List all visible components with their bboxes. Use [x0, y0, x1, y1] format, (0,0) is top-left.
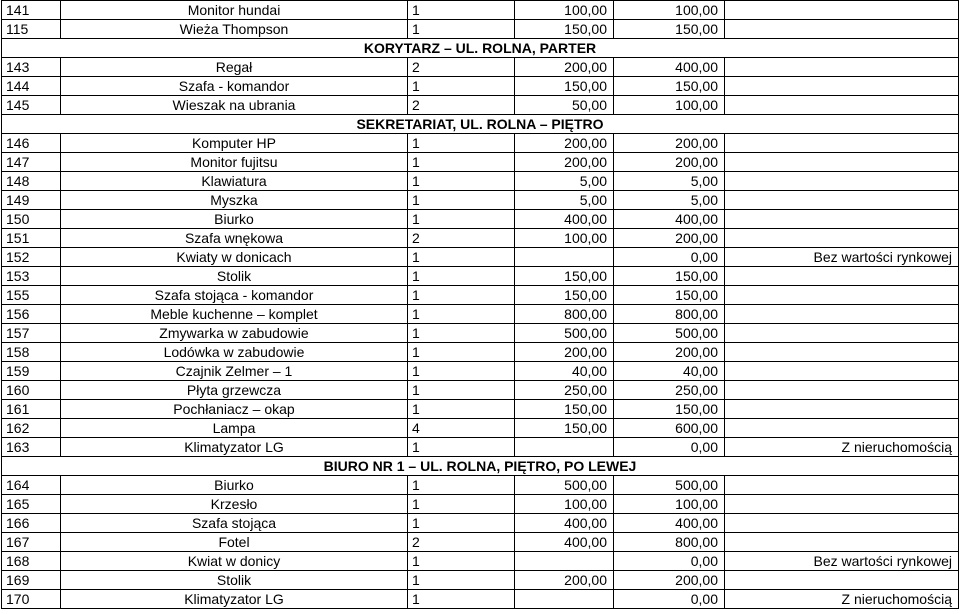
item-unit-price: 500,00 [515, 476, 614, 495]
item-number: 146 [2, 134, 61, 153]
item-quantity: 1 [408, 248, 515, 267]
item-note [725, 381, 959, 400]
item-quantity: 1 [408, 476, 515, 495]
item-unit-price [515, 248, 614, 267]
item-number: 147 [2, 153, 61, 172]
item-name: Szafa stojąca - komandor [61, 286, 408, 305]
item-unit-price: 400,00 [515, 514, 614, 533]
table-row [2, 400, 959, 419]
item-unit-price: 200,00 [515, 153, 614, 172]
item-number: 157 [2, 324, 61, 343]
item-note [725, 172, 959, 191]
item-number: 115 [2, 20, 61, 39]
item-note: Z nieruchomością [725, 590, 959, 609]
item-quantity: 1 [408, 343, 515, 362]
item-unit-price: 100,00 [515, 495, 614, 514]
item-note [725, 58, 959, 77]
item-quantity: 1 [408, 267, 515, 286]
item-unit-price [515, 552, 614, 571]
item-name: Biurko [61, 476, 408, 495]
item-name: Monitor fujitsu [61, 153, 408, 172]
item-total-value: 400,00 [614, 58, 725, 77]
item-quantity: 1 [408, 438, 515, 457]
item-quantity: 1 [408, 134, 515, 153]
table-row [2, 20, 959, 39]
item-note [725, 362, 959, 381]
item-unit-price: 100,00 [515, 1, 614, 20]
item-total-value: 400,00 [614, 210, 725, 229]
item-note [725, 305, 959, 324]
table-row [2, 305, 959, 324]
item-total-value: 500,00 [614, 476, 725, 495]
item-total-value: 100,00 [614, 495, 725, 514]
item-quantity: 1 [408, 305, 515, 324]
table-row [2, 172, 959, 191]
item-unit-price: 150,00 [515, 286, 614, 305]
section-title: BIURO NR 1 – UL. ROLNA, PIĘTRO, PO LEWEJ [2, 457, 959, 476]
item-name: Szafa - komandor [61, 77, 408, 96]
item-quantity: 1 [408, 571, 515, 590]
item-quantity: 2 [408, 533, 515, 552]
item-name: Kwiaty w donicach [61, 248, 408, 267]
item-number: 165 [2, 495, 61, 514]
section-title: SEKRETARIAT, UL. ROLNA – PIĘTRO [2, 115, 959, 134]
item-total-value: 150,00 [614, 400, 725, 419]
item-quantity: 1 [408, 495, 515, 514]
item-total-value: 400,00 [614, 514, 725, 533]
item-quantity: 1 [408, 362, 515, 381]
item-number: 156 [2, 305, 61, 324]
item-note [725, 210, 959, 229]
item-note [725, 514, 959, 533]
item-number: 163 [2, 438, 61, 457]
item-number: 164 [2, 476, 61, 495]
item-name: Krzesło [61, 495, 408, 514]
table-row [2, 533, 959, 552]
item-name: Monitor hundai [61, 1, 408, 20]
item-name: Zmywarka w zabudowie [61, 324, 408, 343]
item-total-value: 100,00 [614, 96, 725, 115]
item-total-value: 150,00 [614, 286, 725, 305]
item-unit-price [515, 590, 614, 609]
item-number: 150 [2, 210, 61, 229]
section-header-row [2, 115, 959, 134]
item-unit-price: 100,00 [515, 229, 614, 248]
item-unit-price: 200,00 [515, 58, 614, 77]
table-row [2, 248, 959, 267]
item-note [725, 229, 959, 248]
item-quantity: 1 [408, 286, 515, 305]
item-total-value: 200,00 [614, 571, 725, 590]
item-note [725, 286, 959, 305]
item-unit-price: 400,00 [515, 210, 614, 229]
item-unit-price: 400,00 [515, 533, 614, 552]
item-name: Biurko [61, 210, 408, 229]
item-note [725, 77, 959, 96]
item-quantity: 1 [408, 191, 515, 210]
table-row [2, 1, 959, 20]
item-unit-price: 50,00 [515, 96, 614, 115]
item-total-value: 0,00 [614, 552, 725, 571]
section-header-row [2, 457, 959, 476]
item-quantity: 1 [408, 77, 515, 96]
item-total-value: 800,00 [614, 305, 725, 324]
item-name: Stolik [61, 267, 408, 286]
item-number: 168 [2, 552, 61, 571]
item-total-value: 500,00 [614, 324, 725, 343]
table-row [2, 590, 959, 609]
item-name: Wieszak na ubrania [61, 96, 408, 115]
item-total-value: 250,00 [614, 381, 725, 400]
table-row [2, 191, 959, 210]
item-number: 148 [2, 172, 61, 191]
item-unit-price: 250,00 [515, 381, 614, 400]
item-note [725, 343, 959, 362]
item-total-value: 40,00 [614, 362, 725, 381]
section-header-row [2, 39, 959, 58]
item-unit-price: 5,00 [515, 172, 614, 191]
item-unit-price: 200,00 [515, 571, 614, 590]
table-row [2, 229, 959, 248]
item-quantity: 1 [408, 210, 515, 229]
item-number: 153 [2, 267, 61, 286]
item-note: Bez wartości rynkowej [725, 552, 959, 571]
item-name: Lodówka w zabudowie [61, 343, 408, 362]
item-quantity: 2 [408, 96, 515, 115]
item-unit-price: 5,00 [515, 191, 614, 210]
item-number: 141 [2, 1, 61, 20]
item-total-value: 5,00 [614, 172, 725, 191]
item-name: Lampa [61, 419, 408, 438]
item-total-value: 200,00 [614, 229, 725, 248]
item-unit-price: 150,00 [515, 419, 614, 438]
item-note [725, 191, 959, 210]
item-total-value: 150,00 [614, 77, 725, 96]
item-note [725, 267, 959, 286]
item-note [725, 96, 959, 115]
item-total-value: 200,00 [614, 153, 725, 172]
item-number: 145 [2, 96, 61, 115]
item-name: Płyta grzewcza [61, 381, 408, 400]
item-quantity: 1 [408, 172, 515, 191]
item-number: 161 [2, 400, 61, 419]
item-quantity: 1 [408, 324, 515, 343]
item-total-value: 200,00 [614, 134, 725, 153]
item-note: Bez wartości rynkowej [725, 248, 959, 267]
item-quantity: 2 [408, 229, 515, 248]
table-row [2, 571, 959, 590]
item-number: 170 [2, 590, 61, 609]
section-title: KORYTARZ – UL. ROLNA, PARTER [2, 39, 959, 58]
table-row [2, 134, 959, 153]
table-row [2, 343, 959, 362]
item-name: Klimatyzator LG [61, 590, 408, 609]
table-row [2, 286, 959, 305]
item-name: Klimatyzator LG [61, 438, 408, 457]
item-quantity: 1 [408, 1, 515, 20]
table-row [2, 324, 959, 343]
item-quantity: 1 [408, 400, 515, 419]
item-number: 144 [2, 77, 61, 96]
item-name: Szafa wnękowa [61, 229, 408, 248]
item-total-value: 5,00 [614, 191, 725, 210]
item-name: Kwiat w donicy [61, 552, 408, 571]
item-unit-price: 150,00 [515, 77, 614, 96]
item-number: 162 [2, 419, 61, 438]
item-note: Z nieruchomością [725, 438, 959, 457]
table-row [2, 210, 959, 229]
item-quantity: 1 [408, 590, 515, 609]
item-note [725, 153, 959, 172]
item-unit-price: 200,00 [515, 343, 614, 362]
item-note [725, 20, 959, 39]
item-number: 149 [2, 191, 61, 210]
item-total-value: 150,00 [614, 267, 725, 286]
item-unit-price: 40,00 [515, 362, 614, 381]
item-number: 159 [2, 362, 61, 381]
item-total-value: 150,00 [614, 20, 725, 39]
inventory-table-body [2, 1, 959, 609]
item-note [725, 400, 959, 419]
item-name: Meble kuchenne – komplet [61, 305, 408, 324]
item-note [725, 324, 959, 343]
table-row [2, 476, 959, 495]
item-quantity: 1 [408, 552, 515, 571]
item-name: Fotel [61, 533, 408, 552]
item-number: 158 [2, 343, 61, 362]
item-note [725, 495, 959, 514]
item-total-value: 200,00 [614, 343, 725, 362]
item-name: Myszka [61, 191, 408, 210]
item-unit-price: 500,00 [515, 324, 614, 343]
item-name: Szafa stojąca [61, 514, 408, 533]
item-number: 152 [2, 248, 61, 267]
table-row [2, 58, 959, 77]
item-total-value: 800,00 [614, 533, 725, 552]
item-name: Komputer HP [61, 134, 408, 153]
item-unit-price: 200,00 [515, 134, 614, 153]
item-total-value: 100,00 [614, 1, 725, 20]
item-note [725, 1, 959, 20]
item-name: Regał [61, 58, 408, 77]
table-row [2, 419, 959, 438]
item-unit-price [515, 438, 614, 457]
item-unit-price: 150,00 [515, 20, 614, 39]
table-row [2, 362, 959, 381]
item-name: Czajnik Zelmer – 1 [61, 362, 408, 381]
item-name: Stolik [61, 571, 408, 590]
item-note [725, 476, 959, 495]
item-quantity: 1 [408, 514, 515, 533]
item-total-value: 0,00 [614, 438, 725, 457]
item-name: Klawiatura [61, 172, 408, 191]
table-row [2, 267, 959, 286]
item-number: 160 [2, 381, 61, 400]
item-quantity: 1 [408, 381, 515, 400]
item-number: 169 [2, 571, 61, 590]
item-unit-price: 150,00 [515, 267, 614, 286]
item-total-value: 600,00 [614, 419, 725, 438]
item-quantity: 2 [408, 58, 515, 77]
item-number: 167 [2, 533, 61, 552]
item-quantity: 1 [408, 20, 515, 39]
item-number: 143 [2, 58, 61, 77]
table-row [2, 552, 959, 571]
item-total-value: 0,00 [614, 590, 725, 609]
table-row [2, 153, 959, 172]
item-unit-price: 800,00 [515, 305, 614, 324]
item-unit-price: 150,00 [515, 400, 614, 419]
item-note [725, 533, 959, 552]
table-row [2, 514, 959, 533]
table-row [2, 77, 959, 96]
table-row [2, 96, 959, 115]
item-total-value: 0,00 [614, 248, 725, 267]
table-row [2, 495, 959, 514]
item-note [725, 419, 959, 438]
item-name: Pochłaniacz – okap [61, 400, 408, 419]
item-note [725, 571, 959, 590]
item-note [725, 134, 959, 153]
table-row [2, 438, 959, 457]
item-number: 166 [2, 514, 61, 533]
item-number: 151 [2, 229, 61, 248]
inventory-table [1, 0, 959, 609]
item-quantity: 4 [408, 419, 515, 438]
item-quantity: 1 [408, 153, 515, 172]
table-row [2, 381, 959, 400]
item-name: Wieża Thompson [61, 20, 408, 39]
item-number: 155 [2, 286, 61, 305]
